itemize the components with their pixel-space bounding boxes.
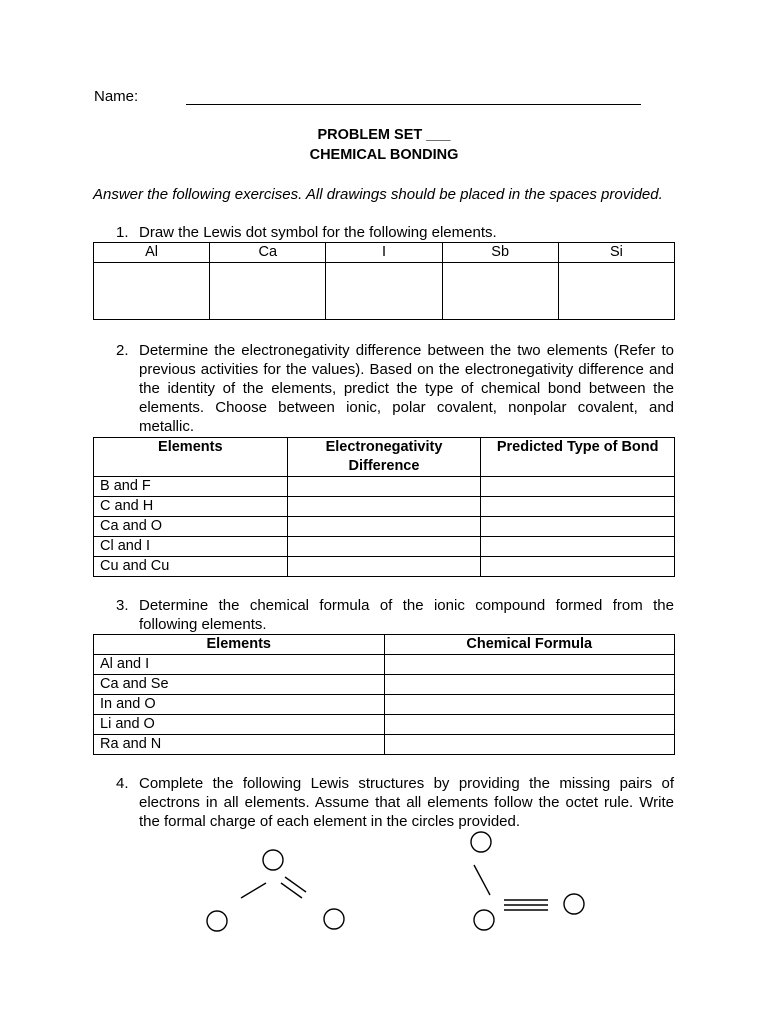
table-row <box>94 695 675 715</box>
elements-cell: Li and O <box>94 715 385 735</box>
bond-type-header: Predicted Type of Bond <box>481 438 675 477</box>
name-label: Name: <box>94 88 139 105</box>
elements-cell: Ra and N <box>94 735 385 755</box>
en-difference-header: Electronegativity Difference <box>287 438 481 477</box>
table-row <box>94 497 675 517</box>
question-2-number: 2. <box>116 342 129 359</box>
table-row <box>94 517 675 537</box>
drawing-cell[interactable] <box>94 263 210 320</box>
element-header-i: I <box>326 243 442 263</box>
question-3-number: 3. <box>116 597 129 614</box>
lewis-structure-1 <box>207 850 344 931</box>
drawing-row <box>94 263 675 320</box>
elements-header: Elements <box>94 635 385 655</box>
formal-charge-circle[interactable] <box>474 910 494 930</box>
lewis-structure-2 <box>471 832 584 930</box>
question-2 <box>116 341 674 436</box>
instructions: Answer the following exercises. All drawings should be placed in the spaces provided. <box>93 186 663 203</box>
chemical-bonding-title: CHEMICAL BONDING <box>309 147 459 163</box>
elements-cell: Cu and Cu <box>94 557 288 577</box>
table-row <box>94 655 675 675</box>
drawing-cell[interactable] <box>326 263 442 320</box>
answer-cell[interactable] <box>287 517 481 537</box>
lewis-dot-table <box>93 242 675 320</box>
formal-charge-circle[interactable] <box>207 911 227 931</box>
elements-header: Elements <box>94 438 288 477</box>
elements-cell: Al and I <box>94 655 385 675</box>
answer-cell[interactable] <box>287 557 481 577</box>
question-2-text: Determine the electronegativity difference between the two elements (Refer to previous activities for the values). Based on the electronegativity difference and the identity of the elements, predict the type of chemical bond between the elements. Choose between ionic, polar covalent, nonpolar covalent, and metallic. <box>139 342 674 435</box>
question-4-text: Complete the following Lewis structures by providing the missing pairs of electrons in all elements. Assume that all elements follow the octet rule. Write the formal charge of each element in the circles provided. <box>139 775 674 830</box>
elements-cell: Ca and O <box>94 517 288 537</box>
double-bond-line <box>281 883 302 898</box>
question-1 <box>116 223 674 242</box>
table-row <box>94 675 675 695</box>
answer-cell[interactable] <box>287 477 481 497</box>
table-header-row <box>94 243 675 263</box>
formal-charge-circle[interactable] <box>564 894 584 914</box>
answer-cell[interactable] <box>481 537 675 557</box>
table-row <box>94 537 675 557</box>
double-bond-line <box>285 877 306 892</box>
elements-cell: In and O <box>94 695 385 715</box>
drawing-cell[interactable] <box>210 263 326 320</box>
table-header-row <box>94 635 675 655</box>
element-header-al: Al <box>94 243 210 263</box>
formal-charge-circle[interactable] <box>471 832 491 852</box>
element-header-si: Si <box>558 243 674 263</box>
question-3 <box>116 596 674 634</box>
question-1-text: Draw the Lewis dot symbol for the following elements. <box>139 224 497 241</box>
electronegativity-table <box>93 437 675 577</box>
element-header-sb: Sb <box>442 243 558 263</box>
question-4-number: 4. <box>116 775 129 792</box>
name-blank-line[interactable] <box>186 104 641 105</box>
drawing-cell[interactable] <box>442 263 558 320</box>
answer-cell[interactable] <box>384 695 675 715</box>
answer-cell[interactable] <box>481 517 675 537</box>
elements-cell: Ca and Se <box>94 675 385 695</box>
question-3-text: Determine the chemical formula of the ionic compound formed from the following elements. <box>139 597 674 633</box>
element-header-ca: Ca <box>210 243 326 263</box>
answer-cell[interactable] <box>384 675 675 695</box>
answer-cell[interactable] <box>287 537 481 557</box>
chemical-formula-header: Chemical Formula <box>384 635 675 655</box>
elements-cell: Cl and I <box>94 537 288 557</box>
table-row <box>94 735 675 755</box>
table-row <box>94 715 675 735</box>
lewis-structures-diagram <box>0 820 768 950</box>
single-bond <box>241 883 266 898</box>
answer-cell[interactable] <box>384 655 675 675</box>
chemical-formula-table <box>93 634 675 755</box>
answer-cell[interactable] <box>481 557 675 577</box>
single-bond <box>474 865 490 895</box>
table-header-row <box>94 438 675 477</box>
question-1-number: 1. <box>116 224 129 241</box>
elements-cell: C and H <box>94 497 288 517</box>
elements-cell: B and F <box>94 477 288 497</box>
formal-charge-circle[interactable] <box>263 850 283 870</box>
answer-cell[interactable] <box>481 477 675 497</box>
answer-cell[interactable] <box>384 715 675 735</box>
answer-cell[interactable] <box>384 735 675 755</box>
drawing-cell[interactable] <box>558 263 674 320</box>
table-row <box>94 557 675 577</box>
answer-cell[interactable] <box>481 497 675 517</box>
problem-set-title: PROBLEM SET ___ <box>317 127 451 143</box>
formal-charge-circle[interactable] <box>324 909 344 929</box>
answer-cell[interactable] <box>287 497 481 517</box>
table-row <box>94 477 675 497</box>
